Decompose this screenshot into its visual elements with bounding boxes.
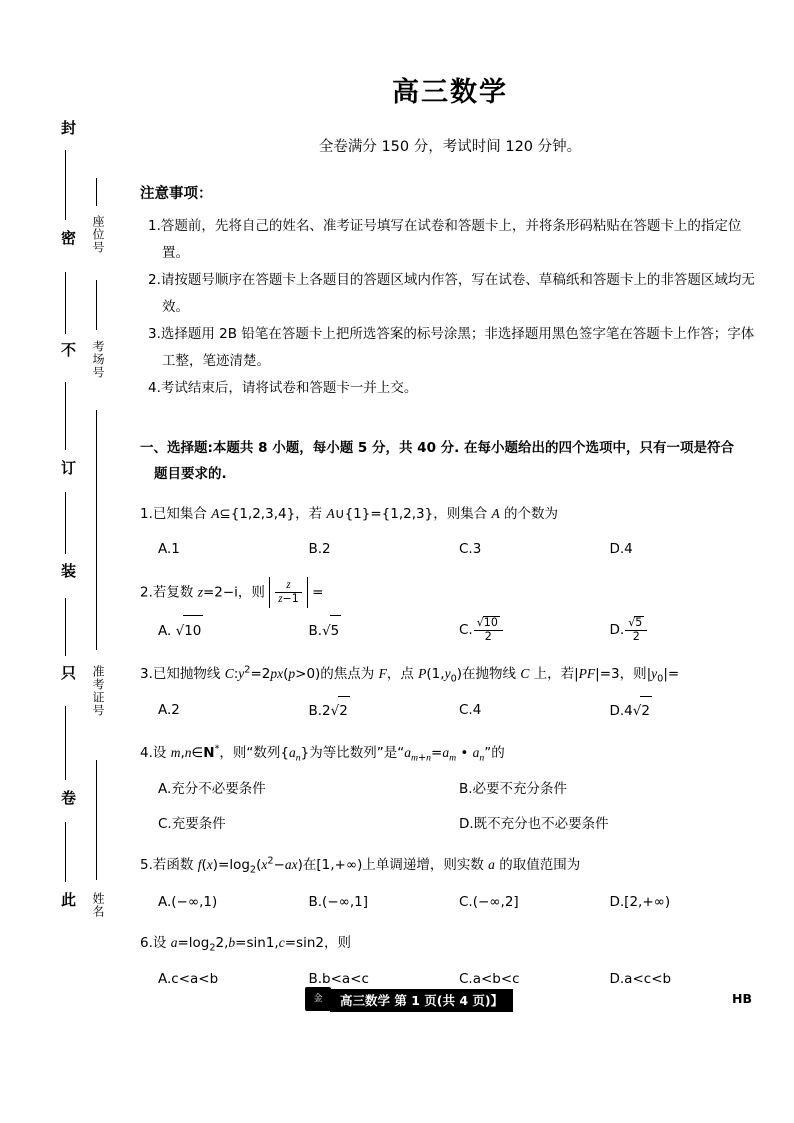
field-label-exam-id: 准考证号: [91, 665, 105, 717]
binding-char-4: 装: [59, 563, 77, 578]
binding-divider-2: [96, 410, 97, 650]
question-3-options: [140, 696, 760, 725]
option-d[interactable]: D.4√2: [610, 696, 761, 725]
section-heading-line1: 一、选择题:本题共 8 小题，每小题 5 分，共 40 分. 在每小题给出的四个选项中，只有一项是符合: [140, 440, 734, 456]
binding-char-0: 封: [59, 120, 77, 135]
option-d[interactable]: D.4: [609, 540, 633, 557]
option-b[interactable]: B.b<a<c: [308, 971, 369, 988]
question-2: [140, 577, 760, 647]
exam-paper: [140, 0, 760, 993]
question-2-options: [140, 615, 760, 647]
option-d[interactable]: D.a<c<b: [609, 971, 672, 988]
binding-divider-2: [96, 280, 97, 330]
page-title: 高三数学: [392, 77, 508, 108]
binding-divider: [65, 598, 66, 656]
question-3: [140, 661, 760, 725]
question-3-stem: 3.已知抛物线 $C:y^2=2px(p>0)$的焦点为 F，点 $P(1,y_0)$在抛物线 C 上，若|PF|=3，则$|y_0|=$: [140, 664, 680, 685]
binding-divider: [65, 822, 66, 882]
notice-heading: 注意事项：: [140, 186, 213, 202]
binding-divider-2: [96, 178, 97, 206]
binding-divider: [65, 382, 66, 450]
binding-divider-2: [96, 760, 97, 880]
binding-divider: [65, 706, 66, 780]
field-label-room-number: 考场号: [91, 340, 105, 379]
option-a[interactable]: A.2: [158, 702, 180, 719]
question-2-stem: 2.若复数 z=2−i，则 $\frac{z}{z-1}$ =: [140, 577, 760, 608]
notice-list: [140, 213, 760, 402]
question-6-stem: 6.设 $a=\log_22,b=\sin 1,c=\sin 2$，则: [140, 934, 351, 954]
option-a[interactable]: A.(−∞,1): [158, 893, 218, 910]
page-footer: [0, 989, 794, 1011]
option-a[interactable]: A.c<a<b: [158, 971, 219, 988]
publisher-logo-icon: 金: [305, 987, 331, 1011]
binding-divider: [65, 272, 66, 334]
binding-char-3: 订: [59, 460, 77, 475]
question-4-stem: 4.设 m,n∈N*，则“数列$\{a_n\}$为等比数列”是“$a_{m+n}=a_m$ • $a_n$”的: [140, 743, 505, 764]
option-c[interactable]: C.充要条件: [158, 816, 226, 833]
option-a[interactable]: A.1: [158, 540, 180, 557]
binding-char-1: 密: [59, 230, 77, 245]
question-5-stem: 5.若函数 $f(x)=\log_2(x^2-ax)$在[1,+∞)上单调递增，则实数 a 的取值范围为: [140, 855, 581, 877]
question-6: [140, 930, 760, 993]
option-d[interactable]: D.[2,+∞): [609, 893, 671, 910]
field-label-name: 姓名: [91, 892, 105, 918]
question-5-options: [140, 888, 760, 916]
option-d[interactable]: D.既不充分也不必要条件: [459, 816, 609, 833]
option-b[interactable]: B.2√2: [309, 696, 460, 725]
option-d[interactable]: D. $\frac{√5}{2}$: [610, 615, 761, 647]
question-4: [140, 740, 760, 839]
binding-divider: [65, 492, 66, 554]
footer-page-indicator: 高三数学 第 1 页(共 4 页)】: [330, 989, 513, 1012]
binding-char-7: 此: [59, 892, 77, 907]
question-1: [140, 501, 760, 563]
option-c[interactable]: C.(−∞,2]: [459, 893, 519, 910]
option-b[interactable]: B.√5: [309, 615, 460, 647]
option-b[interactable]: B.2: [308, 540, 331, 557]
binding-char-2: 不: [59, 342, 77, 357]
question-4-options-row2: [140, 810, 760, 838]
section-heading-line2: 题目要求的.: [154, 465, 227, 482]
option-c[interactable]: C.3: [459, 540, 482, 557]
option-b[interactable]: B.(−∞,1]: [308, 893, 369, 910]
option-c[interactable]: C. $\frac{√10}{2}$: [459, 615, 610, 647]
section-heading: [140, 436, 760, 487]
option-b[interactable]: B.必要不充分条件: [459, 780, 568, 797]
question-1-stem: 1.已知集合 A⊆{1,2,3,4}，若 A∪{1}={1,2,3}，则集合 A 的个数为: [140, 506, 559, 523]
field-label-seat-number: 座位号: [91, 215, 105, 254]
question-5: [140, 852, 760, 915]
footer-region-code: HB: [732, 991, 752, 1006]
notice-item: 4.考试结束后，请将试卷和答题卡一并上交。: [148, 380, 418, 396]
exam-subtitle: 全卷满分 150 分，考试时间 120 分钟。: [318, 139, 582, 155]
binding-char-6: 卷: [59, 790, 77, 805]
option-c[interactable]: C.a<b<c: [459, 971, 520, 988]
binding-divider: [65, 150, 66, 220]
notice-item: 2.请按题号顺序在答题卡上各题目的答题区域内作答，写在试卷、草稿纸和答题卡上的非答题区域均无效。: [148, 272, 755, 315]
binding-strip: [40, 120, 110, 1020]
binding-char-5: 只: [59, 665, 77, 680]
option-c[interactable]: C.4: [459, 702, 482, 719]
option-a[interactable]: A.充分不必要条件: [158, 780, 266, 797]
option-a[interactable]: A. √10: [158, 615, 309, 647]
question-4-options-row1: [140, 775, 760, 803]
notice-item: 1.答题前，先将自己的姓名、准考证号填写在试卷和答题卡上，并将条形码粘贴在答题卡上的指定位置。: [148, 218, 742, 261]
question-1-options: [140, 535, 760, 563]
notice-item: 3.选择题用 2B 铅笔在答题卡上把所选答案的标号涂黑；非选择题用黑色签字笔在答题卡上作答；字体工整，笔迹清楚。: [148, 326, 755, 369]
